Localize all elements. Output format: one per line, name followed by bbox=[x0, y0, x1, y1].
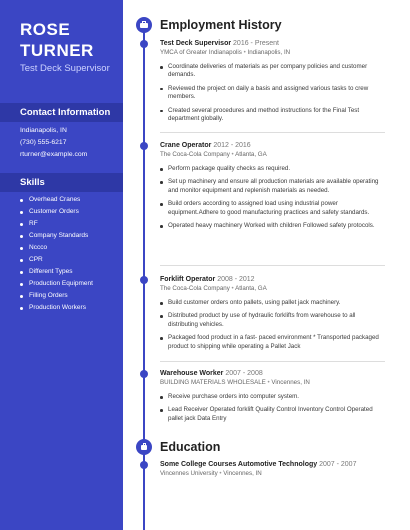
job-company: YMCA of Greater Indianapolis bbox=[160, 49, 242, 56]
job-dates: 2007 - 2008 bbox=[225, 370, 263, 377]
job-divider bbox=[160, 361, 385, 362]
sidebar bbox=[0, 0, 123, 530]
job-bullet: Distributed product by use of hydraulic forklifts from warehouse to all distributing vehicles. bbox=[160, 312, 385, 329]
contact-email[interactable]: rturner@example.com bbox=[20, 151, 88, 158]
job-company: The Coca-Cola Company bbox=[160, 151, 230, 158]
contact-location: Indianapolis, IN bbox=[20, 127, 67, 134]
skill-item: Production Equipment bbox=[20, 278, 93, 290]
job-title: Forklift Operator bbox=[160, 276, 216, 283]
contact-heading-band bbox=[0, 103, 123, 122]
job-bullet: Created several procedures and method instructions for the Final Test department globally. bbox=[160, 107, 385, 124]
timeline-dot bbox=[140, 276, 148, 284]
job-bullet: Receive purchase orders into computer system. bbox=[160, 393, 385, 401]
skills-heading-band bbox=[0, 173, 123, 192]
job-divider bbox=[160, 132, 385, 133]
skill-item: Company Standards bbox=[20, 230, 93, 242]
skill-item: RF bbox=[20, 218, 93, 230]
job-entry: Warehouse Worker 2007 - 2008 BUILDING MATERIALS WHOLESALE • Vincennes, IN Receive purchase orders into computer system. Lead Receiver Operated forklift Quality Control Inventory Control Operated pallet jack Data Entry bbox=[160, 369, 385, 428]
job-bullet: Perform package quality checks as required. bbox=[160, 165, 385, 173]
job-entry: Test Deck Supervisor 2016 - Present YMCA of Greater Indianapolis • Indianapolis, IN Coordinate deliveries of materials as per company policies and customer demands. Reviewed the project on daily a basis and assigned various tasks to crew members. Created several procedures and method instructions for the Final Test department globally. bbox=[160, 39, 385, 128]
education-school: Vincennes University bbox=[160, 470, 218, 477]
skill-item: Nccco bbox=[20, 242, 93, 254]
job-location: Vincennes, IN bbox=[271, 379, 310, 386]
job-bullet: Packaged food product in a fast- paced environment * Transported packaged product to shipping while operating a Pallet Jack bbox=[160, 334, 385, 351]
job-title: Crane Operator bbox=[160, 142, 212, 149]
job-divider bbox=[160, 265, 385, 266]
job-company: The Coca-Cola Company bbox=[160, 285, 230, 292]
skill-item: Customer Orders bbox=[20, 206, 93, 218]
job-bullets bbox=[160, 299, 385, 351]
skills-heading: Skills bbox=[20, 177, 45, 188]
job-bullet: Lead Receiver Operated forklift Quality Control Inventory Control Operated pallet jack Data Entry bbox=[160, 406, 385, 423]
education-location: Vincennes, IN bbox=[223, 470, 262, 477]
job-location: Atlanta, GA bbox=[235, 151, 267, 158]
briefcase-icon bbox=[136, 439, 152, 455]
candidate-name bbox=[20, 19, 94, 61]
job-bullets bbox=[160, 165, 385, 230]
name-last: TURNER bbox=[20, 41, 94, 60]
candidate-title: Test Deck Supervisor bbox=[20, 63, 110, 74]
job-bullets bbox=[160, 63, 385, 123]
job-dates: 2008 - 2012 bbox=[217, 276, 255, 283]
job-bullet: Set up machinery and ensure all production materials are available operating and monitor equipment and replenish materials as needed. bbox=[160, 178, 385, 195]
employment-heading: Employment History bbox=[160, 18, 282, 32]
job-bullet: Build orders according to assigned load using industrial power equipment.Adhere to good manufacturing practices and safety standards. bbox=[160, 200, 385, 217]
skills-list bbox=[20, 194, 93, 314]
education-heading: Education bbox=[160, 440, 221, 454]
job-dates: 2012 - 2016 bbox=[213, 142, 251, 149]
job-bullet: Reviewed the project on daily a basis and assigned various tasks to crew members. bbox=[160, 85, 385, 102]
education-dates: 2007 - 2007 bbox=[319, 461, 357, 468]
skill-item: Production Workers bbox=[20, 302, 93, 314]
job-title: Warehouse Worker bbox=[160, 370, 224, 377]
job-bullet: Operated heavy machinery Worked with children Followed safety protocols. bbox=[160, 222, 385, 230]
timeline-dot bbox=[140, 370, 148, 378]
job-location: Atlanta, GA bbox=[235, 285, 267, 292]
timeline-dot bbox=[140, 142, 148, 150]
job-bullet: Coordinate deliveries of materials as per company policies and customer demands. bbox=[160, 63, 385, 80]
contact-heading: Contact Information bbox=[20, 107, 111, 118]
skill-item: Overhead Cranes bbox=[20, 194, 93, 206]
skill-item: Filling Orders bbox=[20, 290, 93, 302]
job-location: Indianapolis, IN bbox=[247, 49, 291, 56]
job-bullets bbox=[160, 393, 385, 423]
timeline-dot bbox=[140, 461, 148, 469]
contact-phone[interactable]: (730) 555-6217 bbox=[20, 139, 67, 146]
job-entry: Forklift Operator 2008 - 2012 The Coca-Cola Company • Atlanta, GA Build customer orders onto pallets, using pallet jack machinery. Distributed product by use of hydraulic forklifts from warehouse to all distributing vehicles. Packaged food product in a fast- paced environment * Transported packaged product to shipping while operating a Pallet Jack bbox=[160, 275, 385, 356]
education-entry: Some College Courses Automotive Technology 2007 - 2007 Vincennes University • Vincennes, IN bbox=[160, 461, 357, 477]
job-title: Test Deck Supervisor bbox=[160, 40, 232, 47]
skill-item: CPR bbox=[20, 254, 93, 266]
timeline-dot bbox=[140, 40, 148, 48]
job-bullet: Build customer orders onto pallets, using pallet jack machinery. bbox=[160, 299, 385, 307]
job-dates: 2016 - Present bbox=[233, 40, 279, 47]
briefcase-icon bbox=[136, 17, 152, 33]
job-company: BUILDING MATERIALS WHOLESALE bbox=[160, 379, 266, 386]
skill-item: Different Types bbox=[20, 266, 93, 278]
name-first: ROSE bbox=[20, 20, 71, 39]
job-entry: Crane Operator 2012 - 2016 The Coca-Cola Company • Atlanta, GA Perform package quality checks as required. Set up machinery and ensure all production materials are available operating and monitor equipment and replenish materials as needed. Build orders according to assigned load using industrial power equipment.Adhere to good manufacturing practices and safety standards. Operated heavy machinery Worked with children Followed safety protocols. bbox=[160, 141, 385, 235]
education-degree: Some College Courses Automotive Technology bbox=[160, 461, 318, 468]
